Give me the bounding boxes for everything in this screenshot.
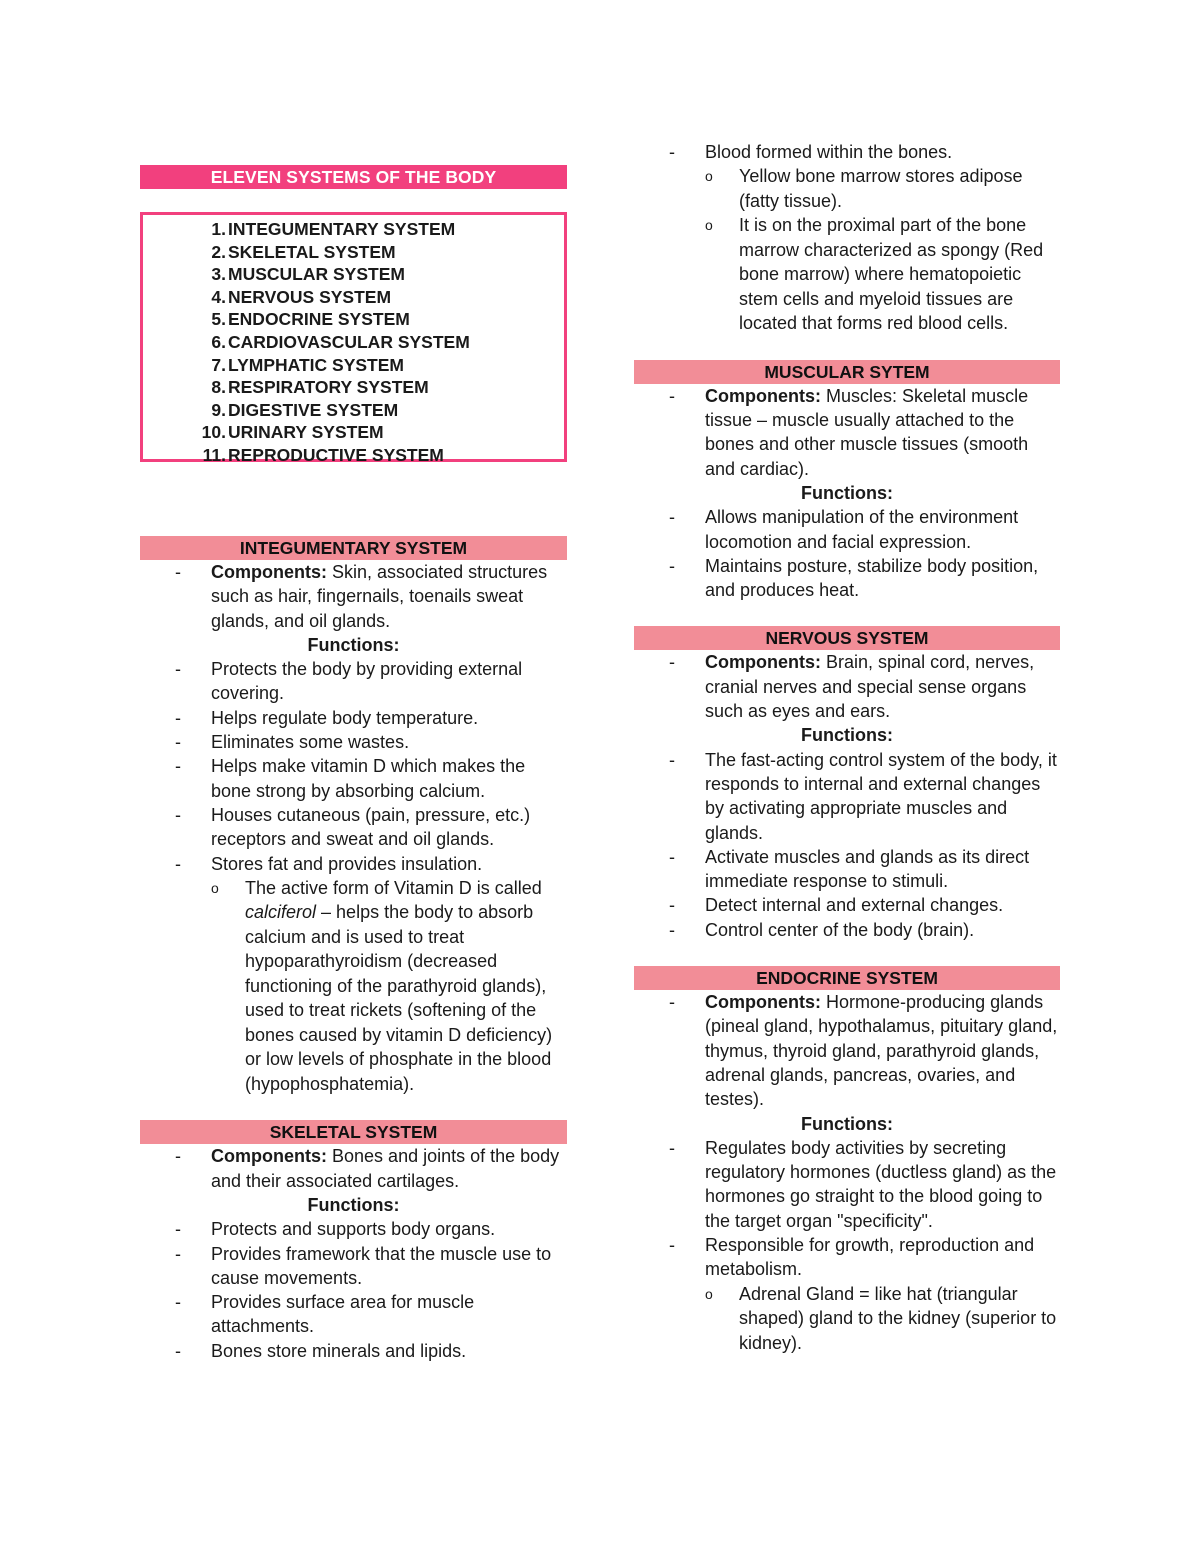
function-text: Eliminates some wastes. xyxy=(211,732,410,753)
systems-list-box xyxy=(140,212,567,465)
dash-bullet: - xyxy=(175,562,181,582)
list-label: ENDOCRINE SYSTEM xyxy=(228,309,410,330)
dash-bullet: - xyxy=(669,846,675,867)
nervous-components xyxy=(634,650,1060,723)
list-number: 7. xyxy=(211,354,226,375)
list-item xyxy=(140,803,567,852)
italic-term: calciferol xyxy=(245,902,317,923)
list-item xyxy=(143,331,564,354)
sub-list-item xyxy=(634,213,1060,336)
list-item xyxy=(143,421,564,444)
function-text: Helps make vitamin D which makes the bone strong by absorbing calcium. xyxy=(211,756,526,801)
list-number: 9. xyxy=(211,399,226,420)
function-text: Protects and supports body organs. xyxy=(211,1219,496,1240)
list-item xyxy=(143,218,564,241)
function-text: Bones store minerals and lipids. xyxy=(211,1340,467,1361)
dash-bullet: - xyxy=(669,749,675,770)
integumentary-heading: INTEGUMENTARY SYSTEM xyxy=(140,536,567,560)
dash-bullet: - xyxy=(175,804,181,825)
list-item xyxy=(634,140,1060,164)
dash-bullet: - xyxy=(669,1235,675,1255)
circle-bullet: o xyxy=(705,217,713,234)
sub-list-item xyxy=(634,164,1060,213)
document-title: ELEVEN SYSTEMS OF THE BODY xyxy=(140,165,567,189)
functions-label: Functions: xyxy=(801,482,893,503)
list-item xyxy=(143,399,564,422)
components-label: Components: xyxy=(705,652,821,673)
dash-bullet: - xyxy=(669,385,675,406)
function-text: Detect internal and external changes. xyxy=(705,895,1004,916)
dash-bullet: - xyxy=(175,707,181,728)
list-number: 10. xyxy=(201,422,226,443)
components-label: Components: xyxy=(211,562,327,582)
function-text: Responsible for growth, reproduction and metabolism. xyxy=(705,1235,1035,1280)
dash-bullet: - xyxy=(669,507,675,528)
list-item xyxy=(634,748,1060,845)
list-item xyxy=(634,554,1060,603)
list-item xyxy=(634,1136,1060,1233)
sub-list-item xyxy=(634,1282,1060,1356)
list-label: MUSCULAR SYSTEM xyxy=(228,264,405,285)
dash-bullet: - xyxy=(175,1243,181,1264)
sub-text: Adrenal Gland = like hat (triangular shaped) gland to the kidney (superior to kidney). xyxy=(739,1283,1057,1353)
list-number: 4. xyxy=(211,286,226,307)
sub-list-item xyxy=(140,876,567,1097)
dash-bullet: - xyxy=(175,1219,181,1240)
list-label: REPRODUCTIVE SYSTEM xyxy=(228,444,444,465)
components-label: Components: xyxy=(705,385,821,406)
list-item xyxy=(140,730,567,754)
list-number: 2. xyxy=(211,241,226,262)
list-label: LYMPHATIC SYSTEM xyxy=(228,354,404,375)
function-text: Maintains posture, stabilize body position, and produces heat. xyxy=(705,555,1039,601)
dash-bullet: - xyxy=(669,652,675,673)
list-item xyxy=(140,852,567,876)
dash-bullet: - xyxy=(669,992,675,1013)
list-item xyxy=(143,376,564,399)
list-item xyxy=(140,1242,567,1291)
function-text: Allows manipulation of the environment locomotion and facial expression. xyxy=(705,507,1019,552)
right-column xyxy=(634,140,1060,1355)
list-number: 1. xyxy=(211,219,226,239)
list-label: INTEGUMENTARY SYSTEM xyxy=(228,219,456,239)
list-label: CARDIOVASCULAR SYSTEM xyxy=(228,331,470,352)
function-text: Protects the body by providing external covering. xyxy=(211,659,523,704)
list-item xyxy=(140,1290,567,1339)
integumentary-components xyxy=(140,560,567,633)
functions-label: Functions: xyxy=(801,725,893,746)
muscular-components xyxy=(634,384,1060,481)
function-text: Regulates body activities by secreting regulatory hormones (ductless gland) as the hormones go straight to the blood going to the target organ "specificity". xyxy=(705,1137,1057,1231)
list-item xyxy=(143,263,564,286)
skeletal-components xyxy=(140,1144,567,1193)
list-item xyxy=(143,241,564,264)
list-number: 8. xyxy=(211,377,226,398)
dash-bullet: - xyxy=(175,1340,181,1361)
dash-bullet: - xyxy=(175,756,181,777)
list-item xyxy=(140,657,567,706)
function-text: Houses cutaneous (pain, pressure, etc.) receptors and sweat and oil glands. xyxy=(211,804,531,850)
function-text: Activate muscles and glands as its direct immediate response to stimuli. xyxy=(705,846,1030,892)
functions-label: Functions: xyxy=(307,1194,400,1215)
components-text: Skin, associated structures such as hair, fingernails, toenails sweat glands, and oil glands. xyxy=(211,562,548,631)
list-item xyxy=(634,1233,1060,1282)
list-label: RESPIRATORY SYSTEM xyxy=(228,377,429,398)
list-item xyxy=(143,444,564,467)
list-number: 3. xyxy=(211,264,226,285)
function-text: Provides surface area for muscle attachments. xyxy=(211,1292,475,1337)
sub-text: The active form of Vitamin D is called xyxy=(245,877,542,898)
list-label: NERVOUS SYSTEM xyxy=(228,286,392,307)
list-item xyxy=(140,754,567,803)
list-number: 11. xyxy=(202,444,226,465)
dash-bullet: - xyxy=(669,895,675,916)
components-text: Bones and joints of the body and their associated cartilages. xyxy=(211,1146,560,1191)
list-label: DIGESTIVE SYSTEM xyxy=(228,399,399,420)
dash-bullet: - xyxy=(175,1292,181,1313)
function-text: The fast-acting control system of the body, it responds to internal and external changes by activating appropriate muscles and glands. xyxy=(705,749,1057,843)
muscular-heading: MUSCULAR SYTEM xyxy=(634,360,1060,384)
components-text: Brain, spinal cord, nerves, cranial nerves and special sense organs such as eyes and ears. xyxy=(705,652,1035,722)
list-item xyxy=(140,1339,567,1363)
function-text: Stores fat and provides insulation. xyxy=(211,853,483,874)
function-text: Control center of the body (brain). xyxy=(705,919,975,940)
endocrine-heading: ENDOCRINE SYSTEM xyxy=(634,966,1060,990)
function-text: Blood formed within the bones. xyxy=(705,142,953,162)
dash-bullet: - xyxy=(669,1137,675,1158)
sub-text: – helps the body to absorb calcium and is used to treat hypoparathyroidism (decreased functioning of the parathyroid glands), used to treat rickets (softening of the bones caused by vitamin D deficiency) or low levels of phosphate in the blood (hypophosphatemia). xyxy=(245,902,553,1094)
list-label: SKELETAL SYSTEM xyxy=(228,241,396,262)
components-label: Components: xyxy=(211,1146,327,1167)
left-column xyxy=(140,165,567,1363)
endocrine-components xyxy=(634,990,1060,1111)
sub-text: It is on the proximal part of the bone marrow characterized as spongy (Red bone marrow) where hematopoietic stem cells and myeloid tissues are located that forms red blood cells. xyxy=(739,215,1044,334)
components-text: Muscles: Skeletal muscle tissue – muscle usually attached to the bones and other muscle tissues (smooth and cardiac). xyxy=(705,385,1029,479)
list-item xyxy=(634,918,1060,942)
dash-bullet: - xyxy=(175,853,181,874)
list-item xyxy=(634,845,1060,894)
list-item xyxy=(143,286,564,309)
list-item xyxy=(140,706,567,730)
list-label: URINARY SYSTEM xyxy=(228,422,384,443)
list-item xyxy=(143,308,564,331)
function-text: Provides framework that the muscle use to cause movements. xyxy=(211,1243,552,1288)
dash-bullet: - xyxy=(175,659,181,680)
dash-bullet: - xyxy=(669,555,675,576)
dash-bullet: - xyxy=(175,1146,181,1167)
list-item xyxy=(143,354,564,377)
list-number: 6. xyxy=(211,331,226,352)
components-label: Components: xyxy=(705,992,821,1013)
sub-text: Yellow bone marrow stores adipose (fatty tissue). xyxy=(739,166,1023,211)
skeletal-heading: SKELETAL SYSTEM xyxy=(140,1120,567,1144)
functions-label: Functions: xyxy=(307,634,400,655)
dash-bullet: - xyxy=(669,142,675,162)
functions-label: Functions: xyxy=(801,1113,893,1134)
function-text: Helps regulate body temperature. xyxy=(211,707,479,728)
circle-bullet: o xyxy=(211,879,219,896)
list-item xyxy=(140,1217,567,1241)
list-item xyxy=(634,505,1060,554)
circle-bullet: o xyxy=(705,168,713,185)
nervous-heading: NERVOUS SYSTEM xyxy=(634,626,1060,650)
dash-bullet: - xyxy=(175,732,181,753)
circle-bullet: o xyxy=(705,1285,713,1302)
list-number: 5. xyxy=(211,309,226,330)
list-item xyxy=(634,893,1060,917)
dash-bullet: - xyxy=(669,919,675,940)
components-text: Hormone-producing glands (pineal gland, hypothalamus, pituitary gland, thymus, thyroid gland, parathyroid glands, adrenal glands, pancreas, ovaries, and testes). xyxy=(705,992,1058,1110)
